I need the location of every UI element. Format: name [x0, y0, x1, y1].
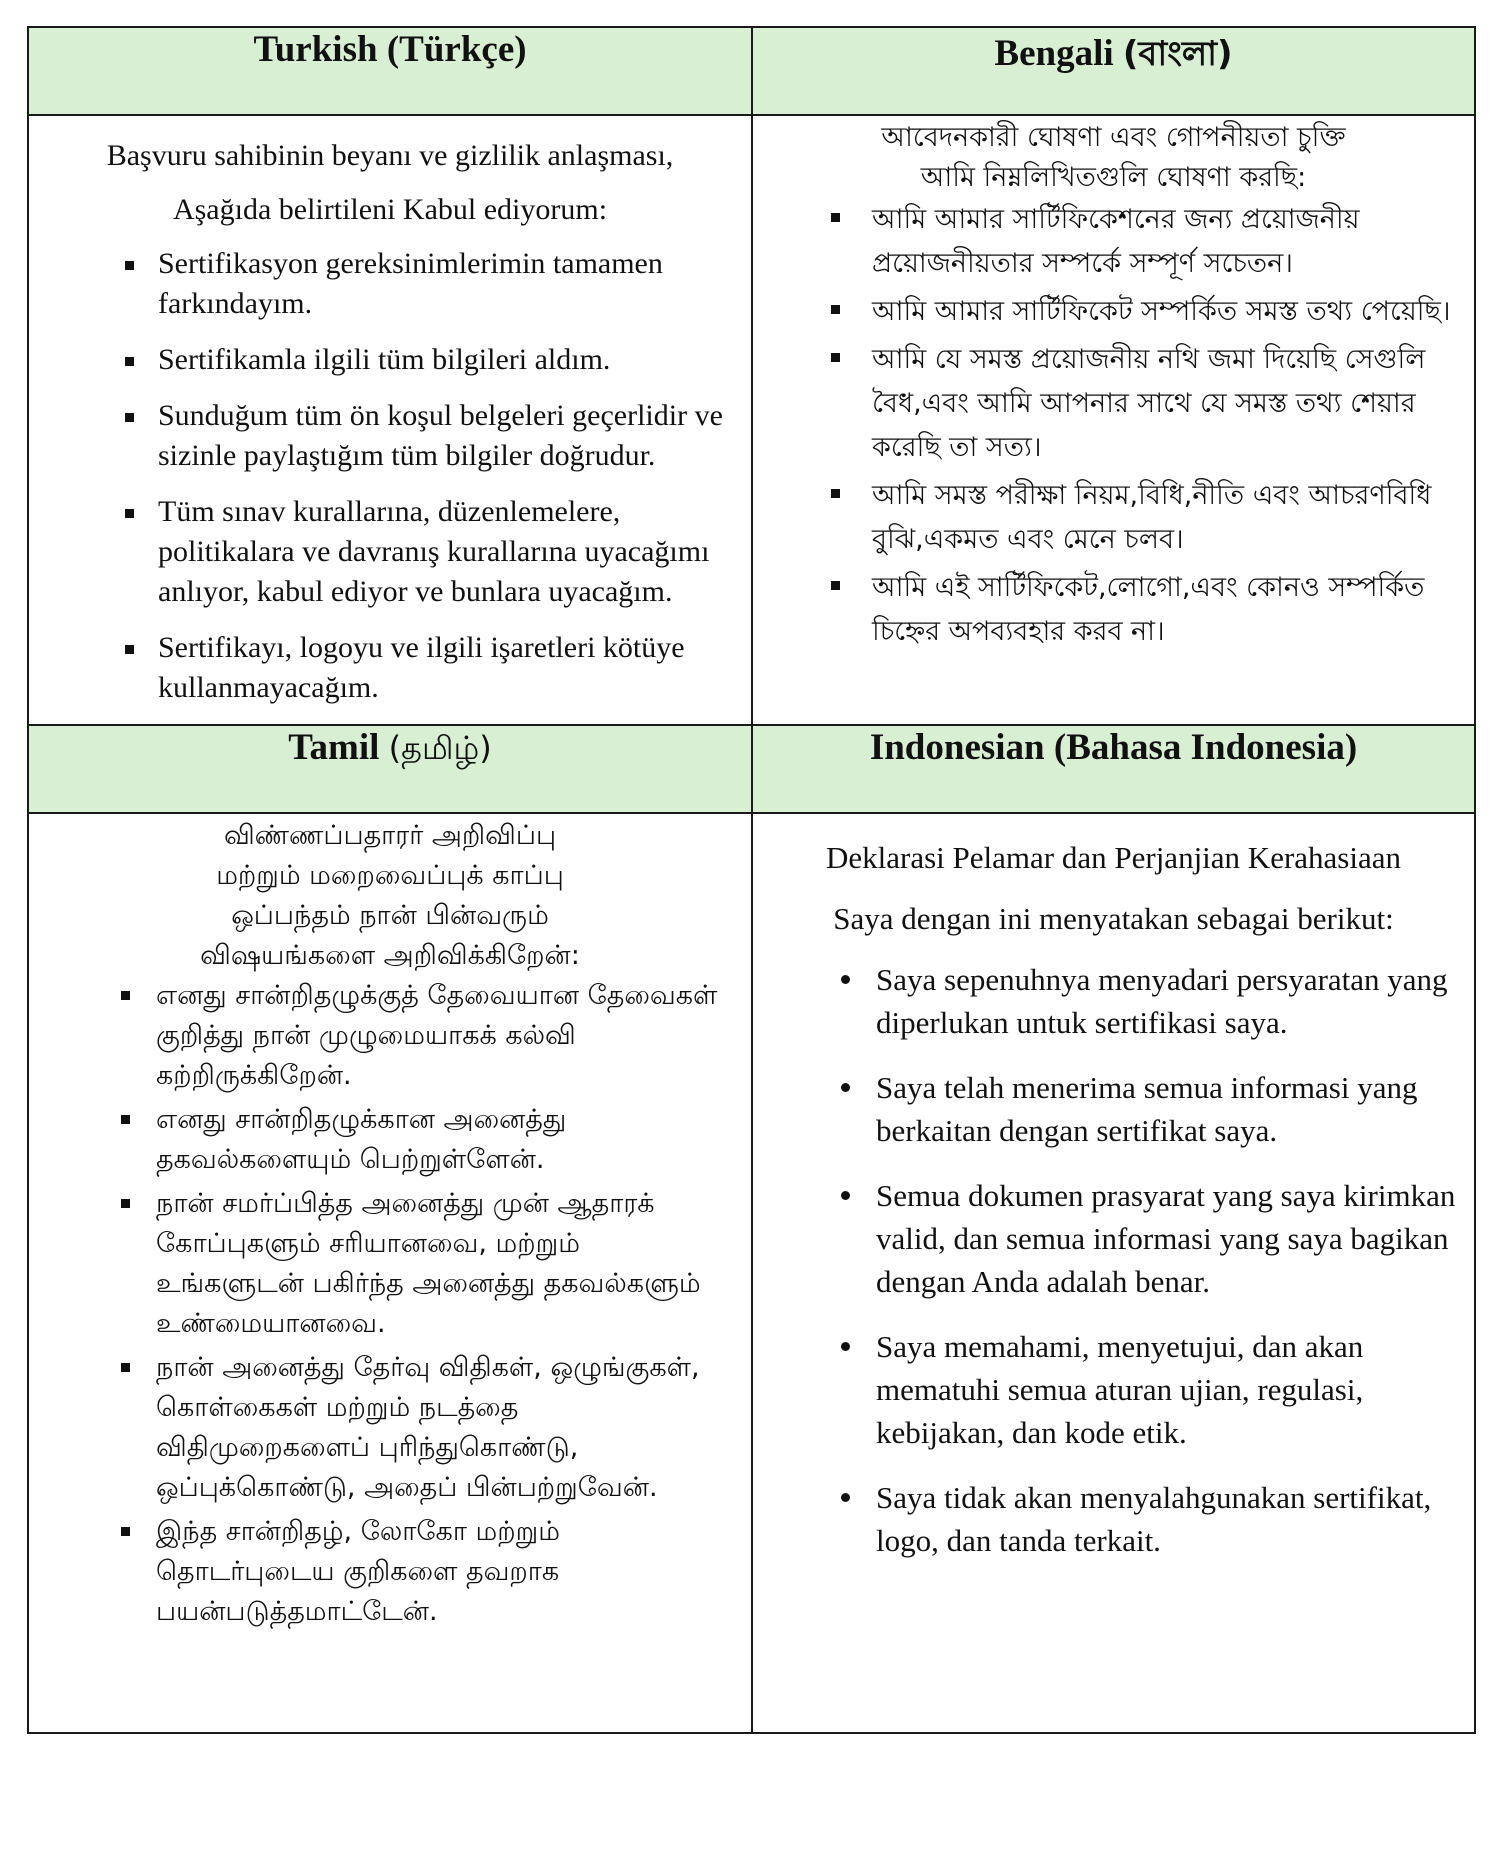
- indonesian-list: [769, 958, 1458, 1562]
- header-tamil: [28, 725, 752, 813]
- header-row-top: [28, 27, 1475, 115]
- list-item: [769, 1476, 1458, 1562]
- list-item: [49, 976, 731, 1096]
- list-item: [769, 1174, 1458, 1303]
- list-item: [49, 1184, 731, 1344]
- tamil-list: [49, 976, 731, 1632]
- list-item: [51, 628, 729, 708]
- list-item: [51, 340, 729, 380]
- bengali-list: [769, 198, 1458, 654]
- round-bullet-icon: [841, 1493, 850, 1502]
- cell-bengali: [752, 115, 1475, 725]
- round-bullet-icon: [841, 1191, 850, 1200]
- cell-tamil: [28, 813, 752, 1733]
- header-bengali: [752, 27, 1475, 115]
- list-item: [49, 1100, 731, 1180]
- list-item: [49, 1348, 731, 1508]
- square-bullet-icon: [125, 413, 134, 422]
- turkish-list: [51, 244, 729, 708]
- header-tamil-native: (தமிழ்): [388, 729, 492, 767]
- square-bullet-icon: [831, 213, 840, 222]
- indonesian-item-1: Saya sepenuhnya menyadari persyaratan yang diperlukan untuk sertifikasi saya.: [876, 962, 1448, 1040]
- tamil-item-2: எனது சான்றிதழுக்கான அனைத்து தகவல்களையும் பெற்றுள்ளேன்.: [156, 1104, 567, 1175]
- bengali-title: আবেদনকারী ঘোষণা এবং গোপনীয়তা চুক্তি: [881, 122, 1346, 153]
- cell-indonesian: [752, 813, 1475, 1733]
- body-row-top: [28, 115, 1475, 725]
- square-bullet-icon: [121, 1115, 130, 1124]
- turkish-item-4: Tüm sınav kurallarına, düzenlemelere, politikalara ve davranış kurallarına uyacağımı anlıyor, kabul ediyor ve bunlara uyacağım.: [158, 495, 710, 608]
- list-item: [49, 1512, 731, 1632]
- bengali-item-2: আমি আমার সার্টিফিকেট সম্পর্কিত সমস্ত তথ্য পেয়েছি।: [872, 296, 1451, 327]
- turkish-subtitle: Aşağıda belirtileni Kabul ediyorum:: [172, 193, 608, 226]
- round-bullet-icon: [841, 1083, 850, 1092]
- tamil-item-1: எனது சான்றிதழுக்குத் தேவையான தேவைகள் குறித்து நான் முழுமையாகக் கல்வி கற்றிருக்கிறேன்.: [156, 980, 718, 1091]
- bengali-item-4: আমি সমস্ত পরীক্ষা নিয়ম,বিধি,নীতি এবং আচরণবিধি বুঝি,একমত এবং মেনে চলব।: [872, 480, 1432, 555]
- list-item: [769, 566, 1458, 654]
- header-indonesian: [752, 725, 1475, 813]
- indonesian-subtitle: Saya dengan ini menyatakan sebagai berikut:: [833, 901, 1394, 936]
- tamil-item-3: நான் சமர்ப்பித்த அனைத்து முன் ஆதாரக் கோப்புகளும் சரியானவை, மற்றும் உங்களுடன் பகிர்ந்த அனைத்து தகவல்களும் உண்மையானவை.: [156, 1188, 701, 1339]
- indonesian-item-4: Saya memahami, menyetujui, dan akan mematuhi semua aturan ujian, regulasi, kebijakan, dan kode etik.: [876, 1329, 1364, 1450]
- tamil-item-5: இந்த சான்றிதழ், லோகோ மற்றும் தொடர்புடைய குறிகளை தவறாக பயன்படுத்தமாட்டேன்.: [156, 1516, 560, 1627]
- turkish-item-3: Sunduğum tüm ön koşul belgeleri geçerlidir ve sizinle paylaştığım tüm bilgiler doğrudur.: [158, 399, 723, 472]
- round-bullet-icon: [841, 975, 850, 984]
- bengali-item-3: আমি যে সমস্ত প্রয়োজনীয় নথি জমা দিয়েছি সেগুলি বৈধ,এবং আমি আপনার সাথে যে সমস্ত তথ্য শেয়ার করেছি তা সত্য।: [872, 344, 1426, 463]
- square-bullet-icon: [831, 305, 840, 314]
- body-row-bottom: [28, 813, 1475, 1733]
- header-turkish-label: Turkish: [253, 29, 378, 70]
- tamil-title: விண்ணப்பதாரர் அறிவிப்பு மற்றும் மறைவைப்புக் காப்பு ஒப்பந்தம் நான் பின்வரும் விஷயங்களை அறிவிக்கிறேன்:: [200, 820, 580, 971]
- indonesian-title: Deklarasi Pelamar dan Perjanjian Kerahasiaan: [826, 840, 1401, 875]
- square-bullet-icon: [121, 1199, 130, 1208]
- square-bullet-icon: [121, 1363, 130, 1372]
- square-bullet-icon: [121, 991, 130, 1000]
- list-item: [51, 492, 729, 612]
- declaration-table: [27, 26, 1476, 1734]
- indonesian-item-5: Saya tidak akan menyalahgunakan sertifikat, logo, dan tanda terkait.: [876, 1480, 1432, 1558]
- cell-turkish: [28, 115, 752, 725]
- square-bullet-icon: [831, 581, 840, 590]
- tamil-item-4: நான் அனைத்து தேர்வு விதிகள், ஒழுங்குகள், கொள்கைகள் மற்றும் நடத்தை விதிமுறைகளைப் புரிந்துகொண்டு, ஒப்புக்கொண்டு, அதைப் பின்பற்றுவேன்.: [156, 1352, 700, 1503]
- square-bullet-icon: [125, 357, 134, 366]
- square-bullet-icon: [831, 489, 840, 498]
- round-bullet-icon: [841, 1342, 850, 1351]
- list-item: [769, 290, 1458, 334]
- bengali-subtitle: আমি নিম্নলিখিতগুলি ঘোষণা করছি:: [920, 162, 1307, 193]
- list-item: [51, 396, 729, 476]
- header-turkish: [28, 27, 752, 115]
- indonesian-item-2: Saya telah menerima semua informasi yang berkaitan dengan sertifikat saya.: [876, 1070, 1418, 1148]
- square-bullet-icon: [125, 645, 134, 654]
- list-item: [769, 1325, 1458, 1454]
- header-bengali-label: Bengali: [994, 33, 1114, 74]
- header-tamil-label: Tamil: [288, 727, 380, 768]
- header-bengali-native: (বাংলা): [1122, 34, 1233, 74]
- turkish-item-5: Sertifikayı, logoyu ve ilgili işaretleri kötüye kullanmayacağım.: [158, 631, 685, 704]
- bengali-item-1: আমি আমার সার্টিফিকেশনের জন্য প্রয়োজনীয় প্রয়োজনীয়তার সম্পর্কে সম্পূর্ণ সচেতন।: [872, 204, 1360, 279]
- square-bullet-icon: [125, 261, 134, 270]
- square-bullet-icon: [125, 509, 134, 518]
- bengali-item-5: আমি এই সার্টিফিকেট,লোগো,এবং কোনও সম্পর্কিত চিহ্নের অপব্যবহার করব না।: [872, 572, 1425, 647]
- header-turkish-native: (Türkçe): [386, 29, 527, 70]
- header-row-bottom: [28, 725, 1475, 813]
- list-item: [51, 244, 729, 324]
- list-item: [769, 338, 1458, 470]
- list-item: [769, 1066, 1458, 1152]
- turkish-item-1: Sertifikasyon gereksinimlerimin tamamen farkındayım.: [158, 247, 663, 320]
- list-item: [769, 198, 1458, 286]
- header-indonesian-label: Indonesian (Bahasa Indonesia): [869, 727, 1358, 768]
- turkish-item-2: Sertifikamla ilgili tüm bilgileri aldım.: [158, 343, 611, 376]
- square-bullet-icon: [831, 353, 840, 362]
- list-item: [769, 474, 1458, 562]
- list-item: [769, 958, 1458, 1044]
- square-bullet-icon: [121, 1527, 130, 1536]
- indonesian-item-3: Semua dokumen prasyarat yang saya kirimkan valid, dan semua informasi yang saya bagikan dengan Anda adalah benar.: [876, 1178, 1456, 1299]
- turkish-title: Başvuru sahibinin beyanı ve gizlilik anlaşması,: [106, 139, 674, 172]
